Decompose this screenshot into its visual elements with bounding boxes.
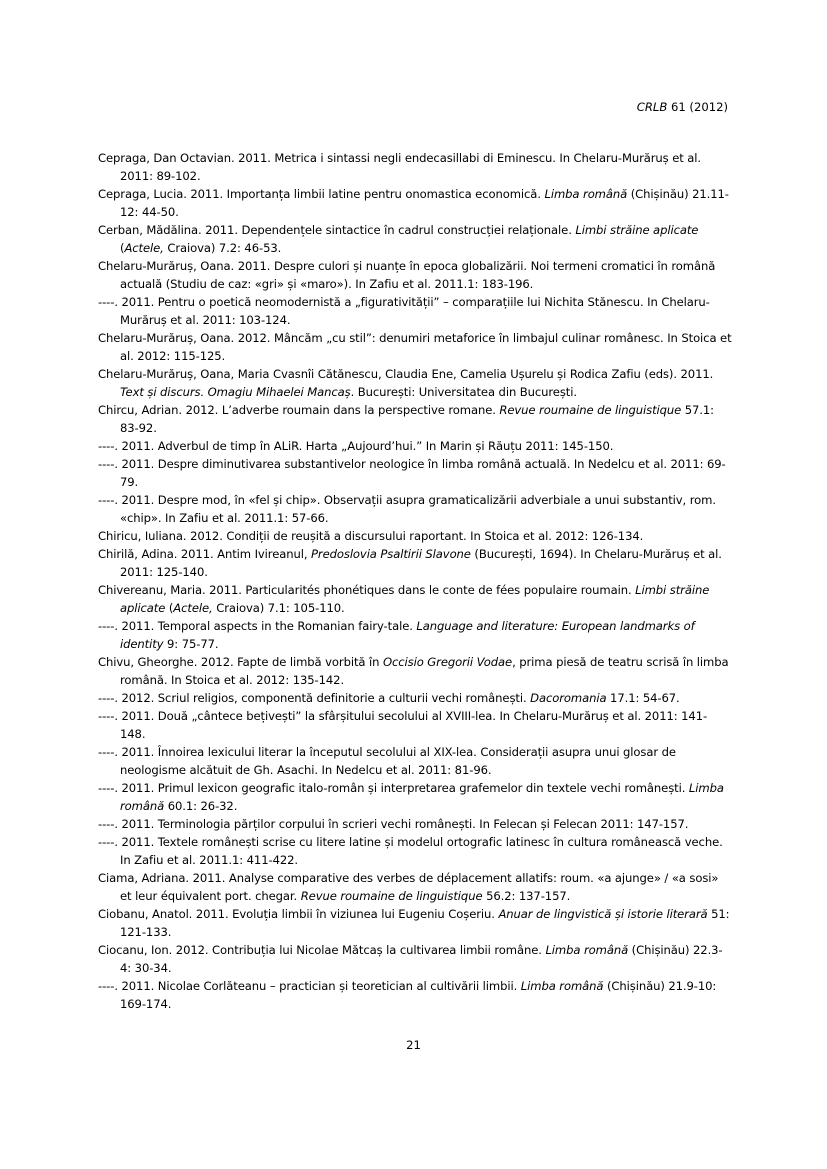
entry-title-italic: Limbi străine aplicate xyxy=(575,223,699,237)
entry-title-italic: Limba română xyxy=(544,187,628,201)
bibliography-entry xyxy=(98,779,732,815)
entry-title-italic: Revue roumaine de linguistique xyxy=(300,889,483,903)
entry-text: Chelaru-Murăruș, Oana, Maria Cvasnîi Cătănescu, Claudia Ene, Camelia Ușurelu și Rodica Zafiu (eds). 2011. xyxy=(98,367,714,381)
entry-text: Chircu, Adrian. 2012. L’adverbe roumain dans la perspective romane. xyxy=(98,403,500,417)
bibliography-entry xyxy=(98,491,732,527)
entry-text: (Chișinău) 21.9-10: 169-174. xyxy=(120,979,717,1011)
entry-text: ( xyxy=(120,241,125,255)
bibliography-entry xyxy=(98,455,732,491)
bibliography-entry xyxy=(98,437,732,455)
running-header xyxy=(637,99,728,115)
journal-title: CRLB xyxy=(636,100,668,114)
entry-text: ----. 2011. Înnoirea lexicului literar la începutul secolului al XIX-lea. Considerații asupra unui glosar de neologisme alcătuit de Gh. Asachi. In Nedelcu et al. 2011: 81-96. xyxy=(98,745,676,777)
entry-text: (București, 1694). In Chelaru-Murăruș et al. 2011: 125-140. xyxy=(120,547,722,579)
bibliography-entry xyxy=(98,293,732,329)
bibliography-entry xyxy=(98,869,732,905)
entry-text: Ciama, Adriana. 2011. Analyse comparative des verbes de déplacement allatifs: roum. «a ajunge» / «a sosi» et leur équivalent port. chegar. xyxy=(98,871,719,903)
bibliography-entry xyxy=(98,581,732,617)
entry-text: ----. 2012. Scriul religios, componentă definitorie a culturii vechi românești. xyxy=(98,691,531,705)
bibliography-list xyxy=(98,149,732,1013)
bibliography-entry xyxy=(98,833,732,869)
entry-text: ----. 2011. Pentru o poetică neomodernistă a „figurativității” – comparațiile lui Nichita Stănescu. In Chelaru-Murăruș et al. 2011: 103-124. xyxy=(98,295,710,327)
entry-text: ----. 2011. Două „cântece bețivești” la sfârșitului secolului al XVIII-lea. In Chelaru-Murăruș et al. 2011: 141-148. xyxy=(98,709,708,741)
entry-text: Chelaru-Murăruș, Oana. 2011. Despre culori și nuanțe în epoca globalizării. Noi termeni cromatici în română actuală (Studiu de caz: «gri» și «maro»). In Zafiu et al. 2011.1: 183-196. xyxy=(98,259,716,291)
entry-text: Cepraga, Dan Octavian. 2011. Metrica i sintassi negli endecasillabi di Eminescu. In Chelaru-Murăruș et al. 2011: 89-102. xyxy=(98,151,701,183)
entry-title-italic: Revue roumaine de linguistique xyxy=(499,403,682,417)
bibliography-entry xyxy=(98,905,732,941)
entry-text: 9: 75-77. xyxy=(163,637,219,651)
entry-title-italic: Limbi străine aplicate xyxy=(120,583,710,615)
entry-text: 57.1: 83-92. xyxy=(120,403,714,435)
entry-title-italic: Actele, xyxy=(124,241,164,255)
bibliography-entry xyxy=(98,257,732,293)
bibliography-entry xyxy=(98,545,732,581)
entry-text: ----. 2011. Temporal aspects in the Romanian fairy-tale. xyxy=(98,619,417,633)
bibliography-entry xyxy=(98,185,732,221)
bibliography-entry xyxy=(98,653,732,689)
bibliography-entry xyxy=(98,707,732,743)
entry-text: 17.1: 54-67. xyxy=(606,691,680,705)
entry-text: Ciocanu, Ion. 2012. Contribuția lui Nicolae Mătcaș la cultivarea limbii române. xyxy=(98,943,546,957)
entry-text: Chelaru-Murăruș, Oana. 2012. Mâncăm „cu stil”: denumiri metaforice în limbajul culinar românesc. In Stoica et al. 2012: 115-125. xyxy=(98,331,732,363)
entry-text: (Chișinău) 22.3-4: 30-34. xyxy=(120,943,723,975)
bibliography-entry xyxy=(98,221,732,257)
entry-title-italic: Occisio Gregorii Vodae xyxy=(382,655,513,669)
page-number: 21 xyxy=(406,1038,421,1052)
entry-text: Craiova) 7.1: 105-110. xyxy=(212,601,345,615)
journal-issue: 61 (2012) xyxy=(667,100,728,114)
entry-title-italic: Predoslovia Psaltirii Slavone xyxy=(311,547,471,561)
bibliography-entry xyxy=(98,689,732,707)
bibliography-entry xyxy=(98,401,732,437)
entry-title-italic: Anuar de lingvistică și istorie literară xyxy=(498,907,708,921)
entry-title-italic: Limba română xyxy=(545,943,629,957)
entry-text: Chirilă, Adina. 2011. Antim Ivireanul, xyxy=(98,547,312,561)
bibliography-entry xyxy=(98,977,732,1013)
bibliography-entry xyxy=(98,149,732,185)
entry-text: ----. 2011. Despre mod, în «fel și chip». Observații asupra gramaticalizării adverbiale a unui substantiv, rom. «chip». In Zafiu et al. 2011.1: 57-66. xyxy=(98,493,716,525)
bibliography-entry xyxy=(98,941,732,977)
entry-text: ----. 2011. Adverbul de timp în ALiR. Harta „Aujourd’hui.” In Marin și Răuțu 2011: 145-150. xyxy=(98,439,614,453)
bibliography-entry xyxy=(98,329,732,365)
entry-text: , prima piesă de teatru scrisă în limba română. In Stoica et al. 2012: 135-142. xyxy=(120,655,729,687)
bibliography-entry xyxy=(98,365,732,401)
bibliography-entry xyxy=(98,527,732,545)
entry-text: ----. 2011. Primul lexicon geografic italo-român și interpretarea grafemelor din textele vechi românești. xyxy=(98,781,689,795)
entry-text: Craiova) 7.2: 46-53. xyxy=(163,241,282,255)
entry-text: Chivereanu, Maria. 2011. Particularités phonétiques dans le conte de fées populaire roumain. xyxy=(98,583,636,597)
entry-text: (Chișinău) 21.11-12: 44-50. xyxy=(120,187,729,219)
entry-title-italic: Language and literature: European landmarks of identity xyxy=(120,619,695,651)
entry-text: ( xyxy=(165,601,174,615)
entry-text: Chiricu, Iuliana. 2012. Condiții de reușită a discursului raportant. In Stoica et al. 2012: 126-134. xyxy=(98,529,644,543)
entry-text: Chivu, Gheorghe. 2012. Fapte de limbă vorbită în xyxy=(98,655,383,669)
entry-text: Cepraga, Lucia. 2011. Importanța limbii latine pentru onomastica economică. xyxy=(98,187,545,201)
entry-text: ----. 2011. Nicolae Corlăteanu – practician și teoretician al cultivării limbii. xyxy=(98,979,521,993)
entry-text: ----. 2011. Textele românești scrise cu litere latine și modelul ortografic latinesc în cultura românească veche. In Zafiu et al. 2011.1: 411-422. xyxy=(98,835,723,867)
entry-text: Ciobanu, Anatol. 2011. Evoluția limbii în viziunea lui Eugeniu Coșeriu. xyxy=(98,907,499,921)
entry-text: 51: 121-133. xyxy=(120,907,730,939)
entry-title-italic: Dacoromania xyxy=(530,691,607,705)
entry-text: ----. 2011. Despre diminutivarea substantivelor neologice în limba română actuală. In Nedelcu et al. 2011: 69-79. xyxy=(98,457,726,489)
entry-text: ----. 2011. Terminologia părților corpului în scrieri vechi românești. In Felecan și Felecan 2011: 147-157. xyxy=(98,817,689,831)
bibliography-entry xyxy=(98,617,732,653)
entry-text: 60.1: 26-32. xyxy=(164,799,238,813)
entry-title-italic: Actele, xyxy=(173,601,213,615)
entry-text: 56.2: 137-157. xyxy=(482,889,571,903)
bibliography-entry xyxy=(98,743,732,779)
entry-title-italic: Limba română xyxy=(120,781,724,813)
entry-text: Cerban, Mădălina. 2011. Dependențele sintactice în cadrul construcției relaționale. xyxy=(98,223,576,237)
entry-title-italic: Limba română xyxy=(520,979,604,993)
entry-title-italic: Text și discurs. Omagiu Mihaelei Mancaș xyxy=(120,385,351,399)
entry-text: . București: Universitatea din București. xyxy=(350,385,577,399)
bibliography-entry xyxy=(98,815,732,833)
